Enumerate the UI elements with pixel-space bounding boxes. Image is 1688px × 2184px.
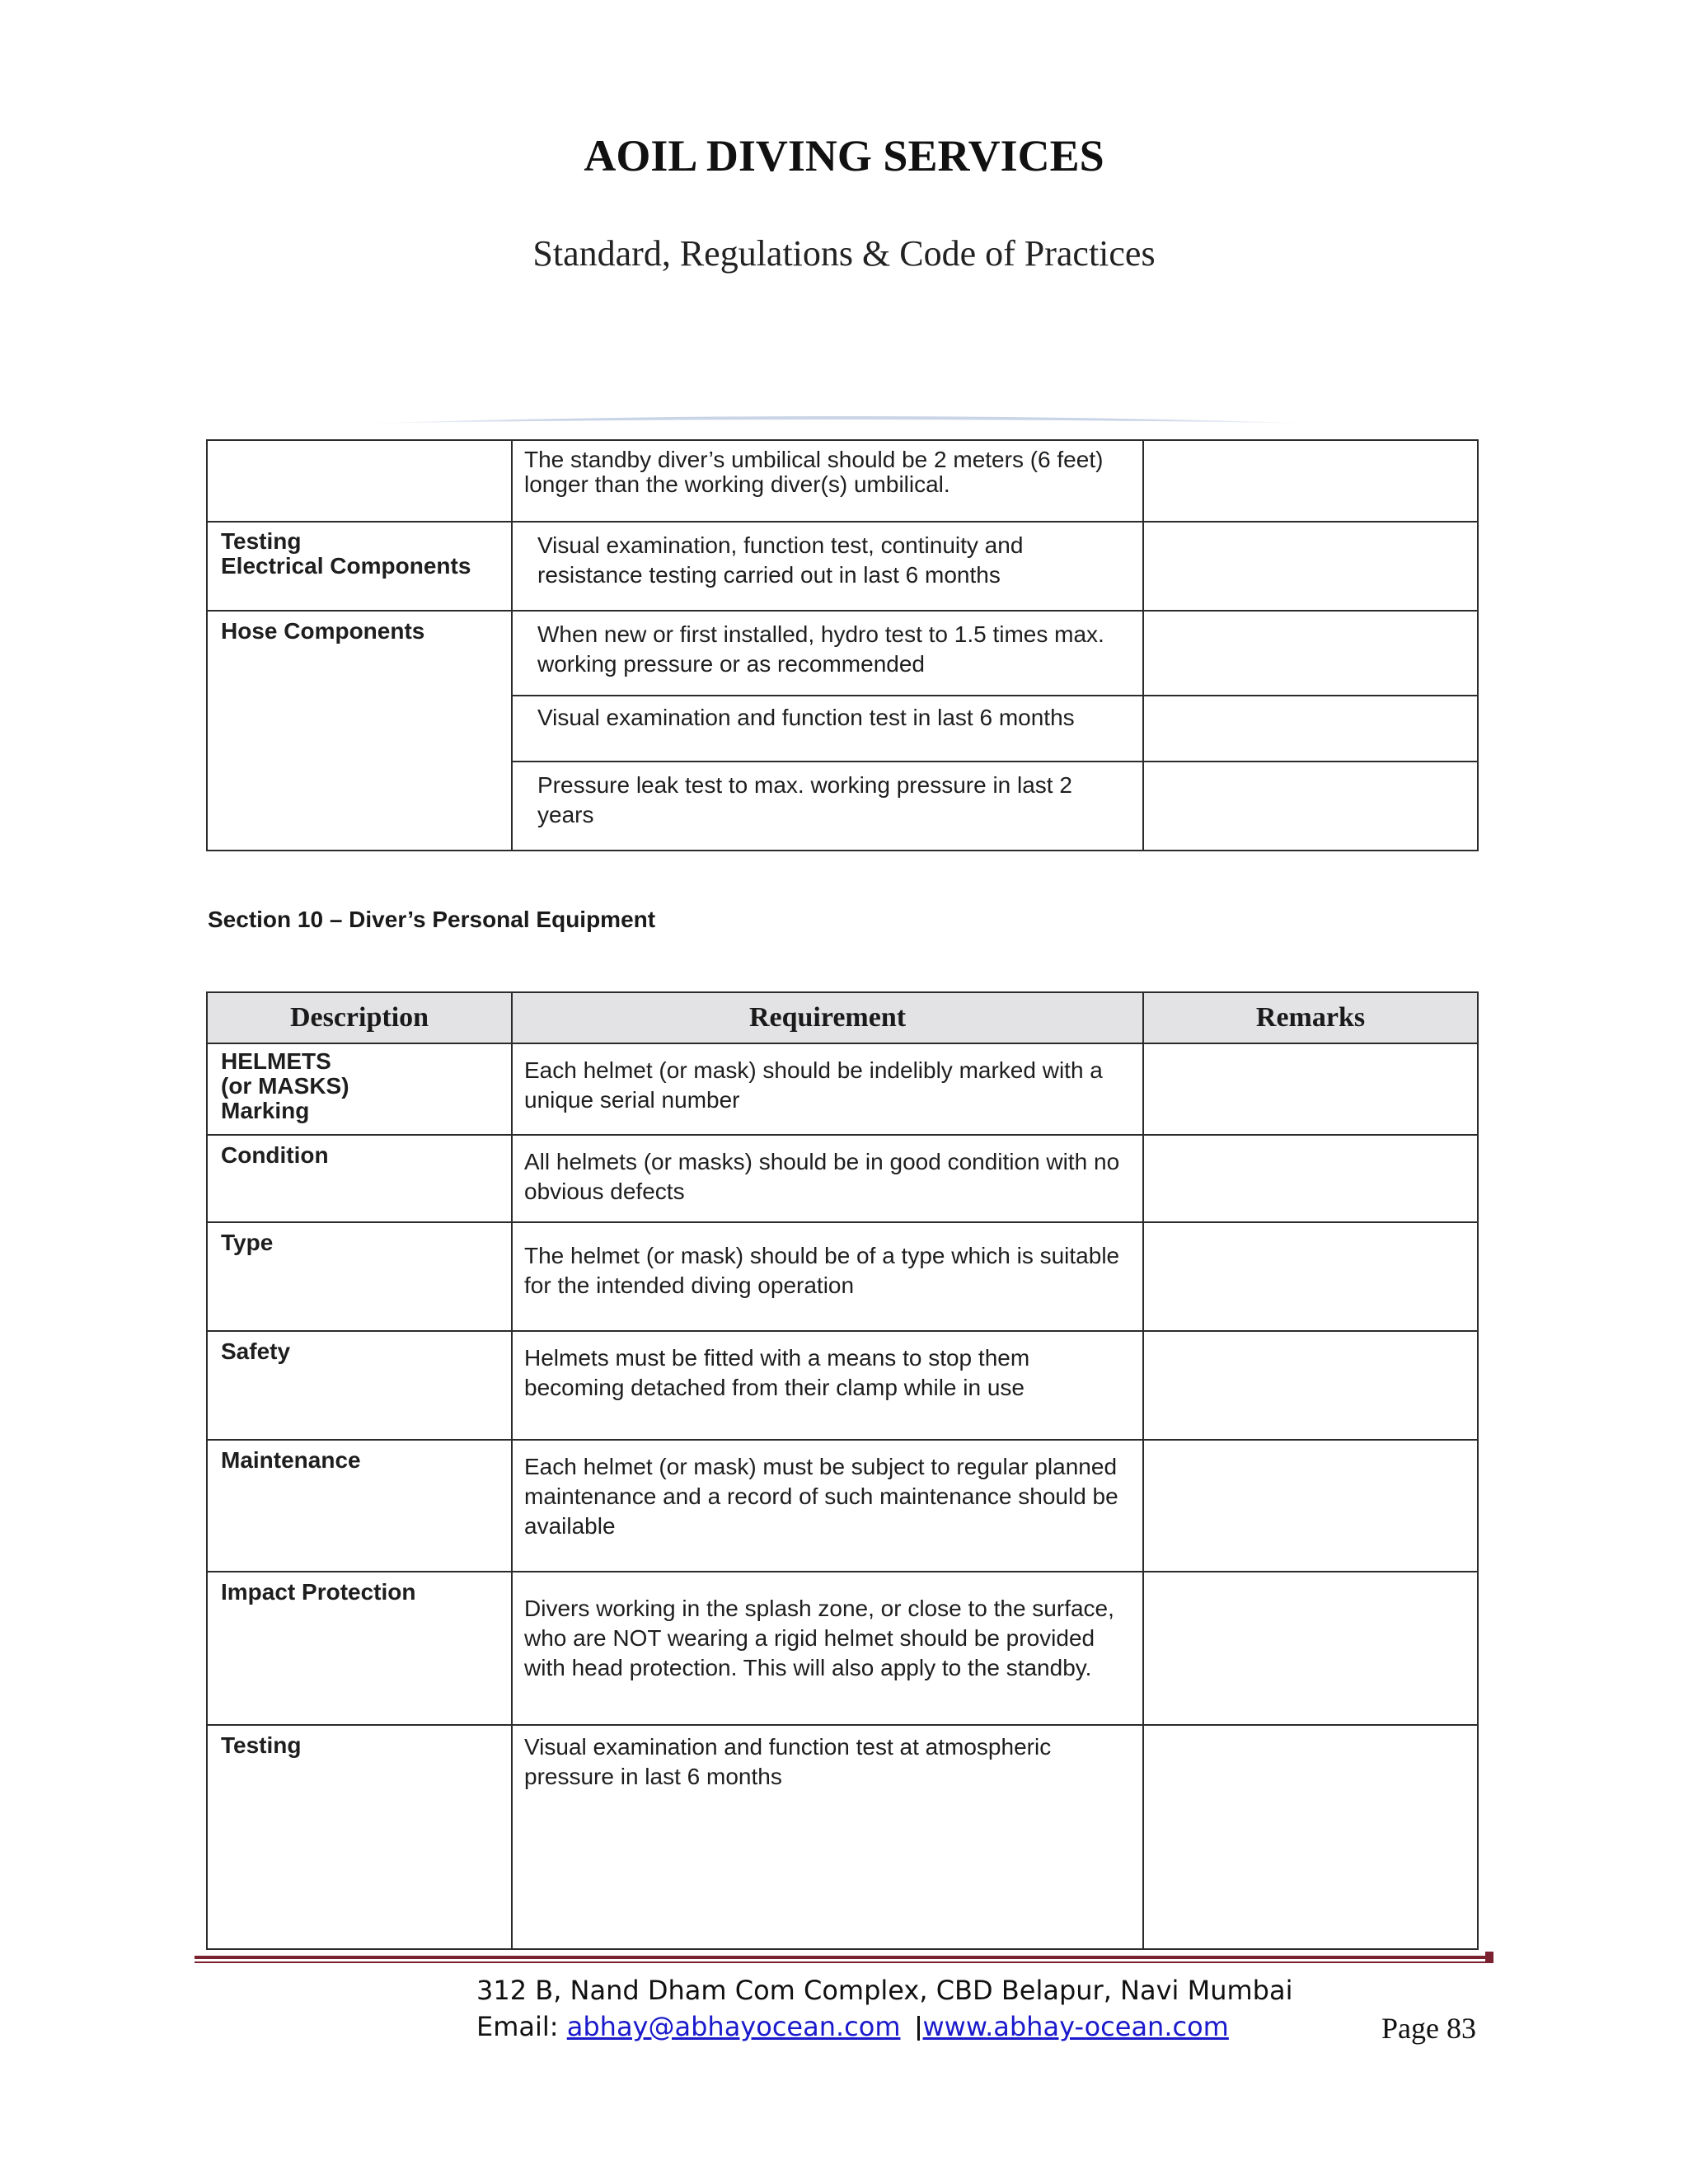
table-row: [207, 1331, 1478, 1440]
page-number: Page 83: [1381, 2012, 1476, 2045]
personal-equipment-table: [206, 991, 1479, 1950]
description-cell: Safety: [207, 1331, 512, 1440]
description-cell: Type: [207, 1222, 512, 1331]
table-row: [207, 1440, 1478, 1572]
table-row: [207, 1572, 1478, 1725]
requirement-cell: The standby diver’s umbilical should be 2 meters (6 feet) longer than the working diver(s) umbilical.: [512, 440, 1143, 522]
table-header-row: [207, 992, 1478, 1043]
requirement-cell: All helmets (or masks) should be in good condition with no obvious defects: [512, 1135, 1143, 1222]
document-title: AOIL DIVING SERVICES: [584, 131, 1104, 180]
table-row: [207, 1725, 1478, 1949]
column-header-requirement: Requirement: [512, 992, 1143, 1043]
remarks-cell: [1143, 1331, 1478, 1440]
section-heading: Section 10 – Diver’s Personal Equipment: [208, 907, 656, 932]
requirement-cell: Each helmet (or mask) should be indelibly marked with a unique serial number: [512, 1043, 1143, 1135]
footer-contact-row: [476, 2011, 1229, 2042]
umbilical-hose-table: [206, 439, 1479, 851]
description-cell: [207, 440, 512, 522]
description-cell: HELMETS (or MASKS) Marking: [207, 1043, 512, 1135]
remarks-cell: [1143, 1135, 1478, 1222]
requirement-cell: Visual examination and function test at atmospheric pressure in last 6 months: [512, 1725, 1143, 1949]
description-cell: Hose Components: [207, 611, 512, 851]
footer-address: 312 B, Nand Dham Com Complex, CBD Belapur, Navi Mumbai: [476, 1975, 1293, 2006]
footer-rule: [195, 1956, 1493, 1959]
table-row: [207, 1043, 1478, 1135]
remarks-cell: [1143, 440, 1478, 522]
decorative-swoosh: [354, 412, 1327, 425]
requirement-cell: Visual examination, function test, continuity and resistance testing carried out in last 6 months: [512, 522, 1143, 611]
remarks-cell: [1143, 1440, 1478, 1572]
table-row: [207, 522, 1478, 611]
requirement-cell: Helmets must be fitted with a means to stop them becoming detached from their clamp while in use: [512, 1331, 1143, 1440]
column-header-description: Description: [207, 992, 512, 1043]
table-row: [207, 440, 1478, 522]
footer-rule-cap: [1485, 1952, 1493, 1963]
description-cell: Testing Electrical Components: [207, 522, 512, 611]
requirement-cell: The helmet (or mask) should be of a type which is suitable for the intended diving operation: [512, 1222, 1143, 1331]
remarks-cell: [1143, 522, 1478, 611]
footer-rule-thin: [195, 1961, 1493, 1963]
remarks-cell: [1143, 1572, 1478, 1725]
remarks-cell: [1143, 762, 1478, 851]
table-row: [207, 611, 1478, 696]
description-cell: Maintenance: [207, 1440, 512, 1572]
document-subtitle: Standard, Regulations & Code of Practices: [532, 233, 1156, 274]
website-link[interactable]: www.abhay-ocean.com: [922, 2011, 1229, 2042]
description-cell: Testing: [207, 1725, 512, 1949]
text-cursor-icon: [917, 2016, 920, 2041]
requirement-cell: Visual examination and function test in last 6 months: [512, 696, 1143, 762]
email-link[interactable]: abhay@abhayocean.com: [566, 2011, 901, 2042]
requirement-cell: Divers working in the splash zone, or close to the surface, who are NOT wearing a rigid helmet should be provided with head protection. This will also apply to the standby.: [512, 1572, 1143, 1725]
description-cell: Impact Protection: [207, 1572, 512, 1725]
table-row: [207, 1135, 1478, 1222]
remarks-cell: [1143, 696, 1478, 762]
email-label: Email:: [476, 2011, 559, 2042]
remarks-cell: [1143, 1725, 1478, 1949]
requirement-cell: Pressure leak test to max. working pressure in last 2 years: [512, 762, 1143, 851]
remarks-cell: [1143, 1222, 1478, 1331]
column-header-remarks: Remarks: [1143, 992, 1478, 1043]
remarks-cell: [1143, 1043, 1478, 1135]
remarks-cell: [1143, 611, 1478, 696]
description-cell: Condition: [207, 1135, 512, 1222]
table-row: [207, 1222, 1478, 1331]
requirement-cell: Each helmet (or mask) must be subject to regular planned maintenance and a record of such maintenance should be available: [512, 1440, 1143, 1572]
requirement-cell: When new or first installed, hydro test to 1.5 times max. working pressure or as recommended: [512, 611, 1143, 696]
